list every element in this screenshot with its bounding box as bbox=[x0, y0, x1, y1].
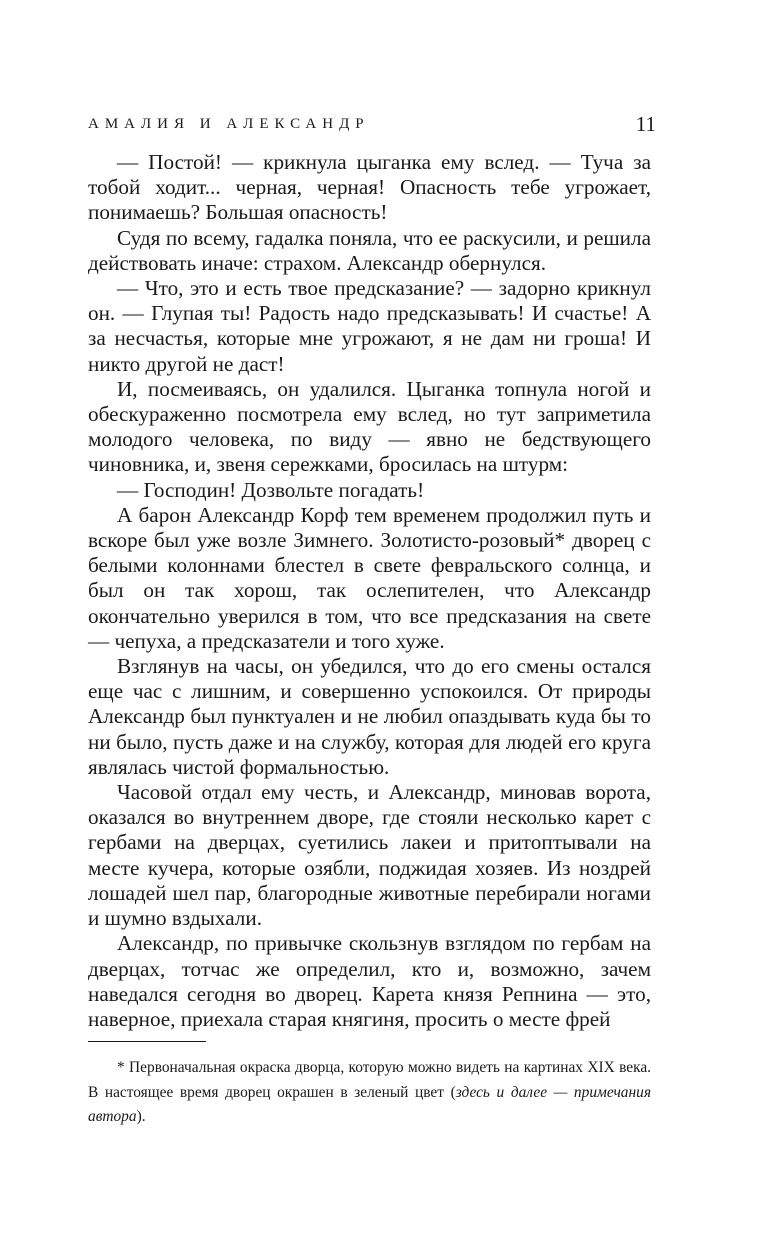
paragraph: — Господин! Дозвольте погадать! bbox=[117, 477, 425, 502]
paragraph: — Постой! — крикнула цыганка ему вслед. — Туча за тобой ходит... черная, черная! Опасность тебе угрожает, понимаешь? Большая опасность! bbox=[88, 150, 651, 225]
footnote-divider bbox=[88, 1041, 206, 1042]
page-number: 11 bbox=[635, 112, 656, 136]
paragraph: А барон Александр Корф тем временем продолжил путь и вскоре был уже возле Зимнего. Золотисто-розовый* дворец с белыми колоннами блестел в свете февральского солнца, и был он так хорош, так ослепителен, что Александр окончательно уверился в том, что все предсказания на свете — чепуха, а предсказатели и того хуже. bbox=[88, 502, 651, 653]
footnote-italic: здесь и далее — примечания автора bbox=[88, 1083, 651, 1125]
paragraph: Александр, по привычке скользнув взглядом по гербам на дверцах, тотчас же определил, кто и, возможно, зачем наведался сегодня во дворец. Карета князя Репнина — это, наверное, приехала старая княгиня, просить о месте фрей bbox=[88, 931, 651, 1031]
paragraph: И, посмеиваясь, он удалился. Цыганка топнула ногой и обескураженно посмотрела ему вслед, но тут заприметила молодого человека, по виду — явно не бедствующего чиновника, и, звеня сережками, бросилась на штурм: bbox=[88, 376, 651, 477]
paragraph: Взглянув на часы, он убедился, что до его смены остался еще час с лишним, и совершенно успокоился. От природы Александр был пунктуален и не любил опаздывать куда бы то ни было, пусть даже и на службу, которая для людей его круга являлась чистой формальностью. bbox=[88, 654, 651, 779]
paragraph: Судя по всему, гадалка поняла, что ее раскусили, и решила действовать иначе: страхом. Александр обернулся. bbox=[88, 225, 651, 275]
main-text bbox=[88, 150, 651, 1032]
footnote-tail: ). bbox=[136, 1108, 146, 1125]
footnote-text: * Первоначальная окраска дворца, которую можно видеть на картинах XIX века. В настоящее время дворец окрашен в зеленый цвет ( bbox=[88, 1059, 651, 1101]
paragraph: — Что, это и есть твое предсказание? — задорно крикнул он. — Глупая ты! Радость надо предсказывать! И счастье! А за несчастья, которые мне угрожают, я не дам ни гроша! И никто другой не даст! bbox=[88, 276, 651, 376]
page-header bbox=[88, 112, 656, 140]
paragraph: Часовой отдал ему честь, и Александр, миновав ворота, оказался во внутреннем дворе, где стояли несколько карет с гербами на дверцах, суетились лакеи и притоптывали на месте кучера, которые озябли, поджидая хозяев. Из ноздрей лошадей шел пар, благородные животные перебирали ногами и шумно вздыхали. bbox=[88, 780, 651, 931]
running-title: АМАЛИЯ И АЛЕКСАНДР bbox=[88, 116, 370, 132]
footnote bbox=[88, 1056, 651, 1130]
